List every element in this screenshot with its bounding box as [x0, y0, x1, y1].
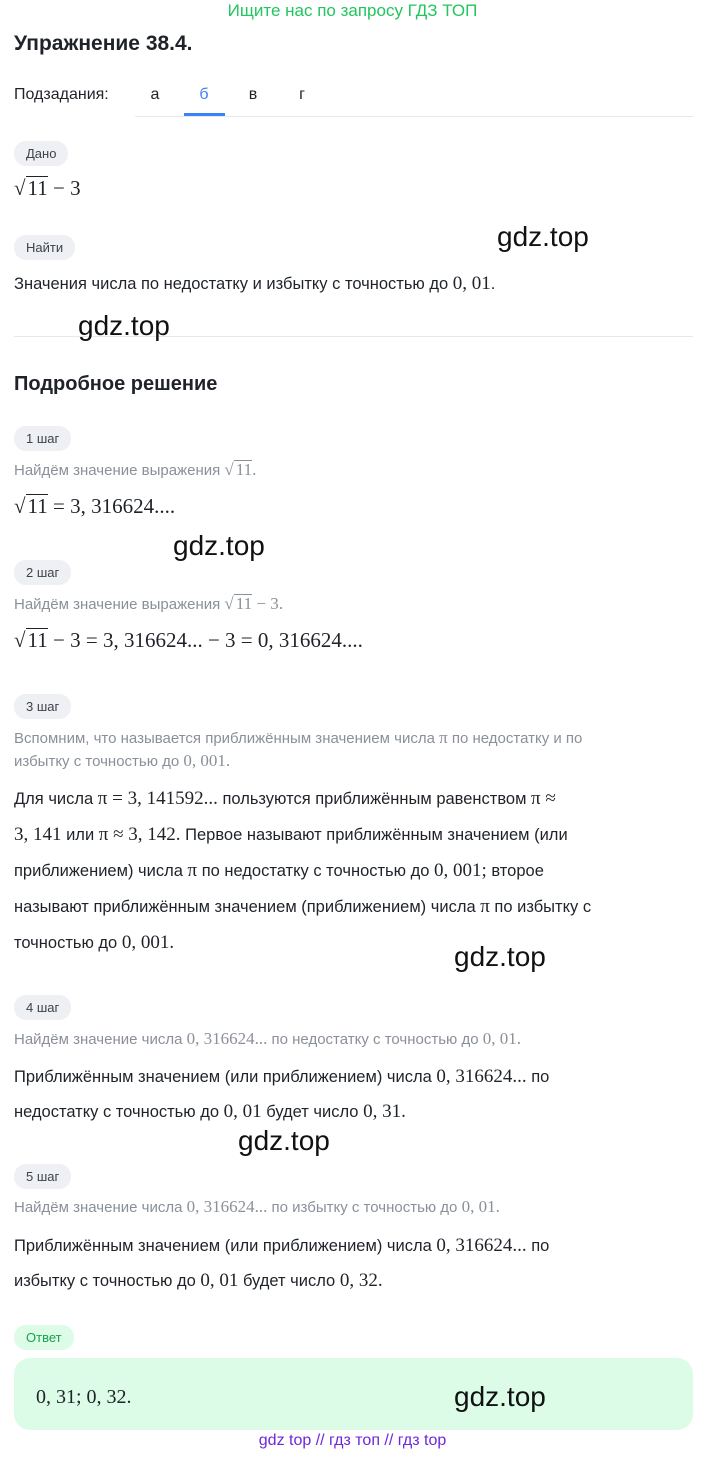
- step-3-p3m2: 0, 001;: [434, 860, 487, 881]
- step-1-hint-radicand: 11: [235, 460, 253, 479]
- step-1-hint-end: .: [252, 460, 257, 479]
- step-2-formula: √11 − 3 = 3, 316624... − 3 = 0, 316624....: [14, 628, 363, 652]
- step-5-l1m: 0, 316624...: [436, 1235, 527, 1256]
- solution-title: Подробное решение: [14, 373, 218, 395]
- step-4-line-1: [14, 1066, 549, 1088]
- watermark: gdz.top: [78, 310, 170, 341]
- step-2-hint-text: Найдём значение выражения: [14, 596, 221, 613]
- step-3-hint-line-2: [14, 751, 230, 771]
- answer-value: 0, 31; 0, 32.: [36, 1386, 132, 1408]
- watermark: gdz.top: [454, 1381, 546, 1412]
- active-tab-indicator: [184, 113, 225, 116]
- find-text-end: .: [490, 275, 496, 293]
- step-3-p1b: пользуются приближённым равенством: [222, 790, 527, 808]
- step-1-hint-text: Найдём значение выражения: [14, 462, 221, 479]
- step-1-formula: √11 = 3, 316624....: [14, 494, 176, 518]
- step-2-hint-radicand: 11: [235, 594, 253, 613]
- step-3-hint-l1b: по недостатку и по: [451, 730, 583, 747]
- step-1-formula-rest: = 3, 316624....: [53, 494, 176, 518]
- step-3-p5m: 0, 001.: [121, 932, 175, 953]
- step-5-hint-b: по избытку с точностью до: [271, 1199, 458, 1216]
- step-2-hint-rest: − 3.: [256, 594, 283, 613]
- step-3-p2m: 3, 141: [14, 824, 62, 845]
- step-5-l2a: избытку с точностью до: [14, 1272, 196, 1290]
- step-5-hint-a: Найдём значение числа: [14, 1199, 183, 1216]
- step-1-radicand: 11: [27, 494, 48, 518]
- subtasks-label: Подзадания:: [14, 86, 109, 103]
- step-2-chip: 2 шаг: [14, 560, 71, 585]
- step-4-l2m: 0, 01: [223, 1101, 262, 1122]
- step-3-p4m: π: [480, 896, 490, 917]
- step-3-hint-line-1: [14, 728, 582, 748]
- step-3-p3b: по недостатку с точностью до: [201, 862, 430, 880]
- step-3-p4a: называют приближённым значением (приближением) числа: [14, 898, 476, 916]
- step-1-hint: Найдём значение выражения √ 11.: [14, 460, 257, 479]
- step-4-chip: 4 шаг: [14, 995, 71, 1020]
- step-5-l1a: Приближённым значением (или приближением) числа: [14, 1237, 432, 1255]
- page-title: Упражнение 38.4.: [14, 32, 193, 55]
- step-3-p1a: Для числа: [14, 790, 94, 808]
- step-3-p3c: второе: [491, 862, 544, 880]
- step-2-formula-rest: − 3 = 3, 316624... − 3 = 0, 316624....: [53, 628, 363, 652]
- step-5-hint-m2: 0, 01.: [461, 1197, 500, 1216]
- step-4-l2a: недостатку с точностью до: [14, 1103, 220, 1121]
- step-4-l1a: Приближённым значением (или приближением) числа: [14, 1068, 432, 1086]
- step-5-l2b: будет число: [242, 1272, 336, 1290]
- step-5-chip: 5 шаг: [14, 1164, 71, 1189]
- step-3-line-2: [14, 824, 568, 846]
- step-2-radicand: 11: [27, 628, 48, 652]
- given-radicand: 11: [27, 176, 48, 200]
- step-4-hint-b: по недостатку с точностью до: [271, 1031, 479, 1048]
- step-3-chip: 3 шаг: [14, 694, 71, 719]
- answer-box: [14, 1358, 693, 1430]
- tab-v[interactable]: в: [248, 86, 258, 103]
- given-rest: − 3: [53, 176, 81, 200]
- watermark: gdz.top: [238, 1125, 330, 1156]
- step-4-l1b: по: [531, 1068, 550, 1086]
- watermark: gdz.top: [497, 221, 589, 252]
- watermark: gdz.top: [454, 941, 546, 972]
- step-3-p1m2: π ≈: [531, 788, 556, 809]
- step-3-line-1: [14, 788, 556, 810]
- given-formula: √11 − 3: [14, 176, 81, 200]
- step-4-hint-m: 0, 316624...: [186, 1029, 268, 1048]
- footer-links[interactable]: gdz top // гдз топ // гдз top: [258, 1432, 447, 1449]
- step-3-line-5: [14, 932, 174, 954]
- step-3-p1m: π = 3, 141592...: [97, 788, 218, 809]
- step-3-p4b: по избытку с: [494, 898, 592, 916]
- step-5-line-1: [14, 1235, 549, 1257]
- step-5-hint: [14, 1197, 500, 1217]
- step-4-hint-a: Найдём значение числа: [14, 1031, 183, 1048]
- step-3-p2m2: π ≈ 3, 142.: [98, 824, 181, 845]
- step-1-chip: 1 шаг: [14, 426, 71, 451]
- step-3-p2b: Первое называют приближённым значением (или: [185, 826, 568, 844]
- step-5-hint-m: 0, 316624...: [186, 1197, 268, 1216]
- step-4-l2b: будет число: [266, 1103, 359, 1121]
- answer-chip: Ответ: [14, 1325, 74, 1350]
- step-3-line-3: [14, 860, 544, 882]
- step-3-p5a: точностью до: [14, 934, 118, 952]
- watermark: gdz.top: [173, 530, 265, 561]
- step-4-line-2: [14, 1101, 406, 1123]
- step-3-p3a: приближением) числа: [14, 862, 183, 880]
- step-4-hint: [14, 1029, 521, 1049]
- find-text: [14, 273, 495, 295]
- step-3-line-4: [14, 896, 591, 918]
- subtasks-tabs: [135, 76, 693, 117]
- step-3-p2a: или: [66, 826, 95, 844]
- step-3-hint-pi: π: [439, 728, 448, 747]
- find-text-main: Значения числа по недостатку и избытку с точностью до: [14, 275, 449, 293]
- tab-g[interactable]: г: [299, 86, 305, 103]
- tab-a[interactable]: а: [150, 86, 160, 103]
- given-chip: Дано: [14, 141, 68, 166]
- step-3-hint-l2m: 0, 001.: [183, 751, 231, 770]
- step-3-hint-l1a: Вспомним, что называется приближённым значением числа: [14, 730, 435, 747]
- step-4-l2m2: 0, 31.: [363, 1101, 406, 1122]
- step-2-hint: Найдём значение выражения √ 11 − 3.: [14, 594, 283, 613]
- step-5-l2m: 0, 01: [200, 1270, 239, 1291]
- find-text-num: 0, 01: [452, 273, 491, 294]
- step-4-l1m: 0, 316624...: [436, 1066, 527, 1087]
- step-3-hint-l2a: избытку с точностью до: [14, 753, 180, 770]
- step-3-p3m: π: [187, 860, 198, 881]
- step-5-line-2: [14, 1270, 383, 1292]
- step-4-hint-m2: 0, 01.: [482, 1029, 521, 1048]
- find-chip: Найти: [14, 235, 75, 260]
- search-banner: Ищите нас по запросу ГДЗ ТОП: [227, 1, 478, 20]
- tab-b[interactable]: б: [199, 86, 209, 103]
- step-5-l2m2: 0, 32.: [339, 1270, 383, 1291]
- step-5-l1b: по: [531, 1237, 550, 1255]
